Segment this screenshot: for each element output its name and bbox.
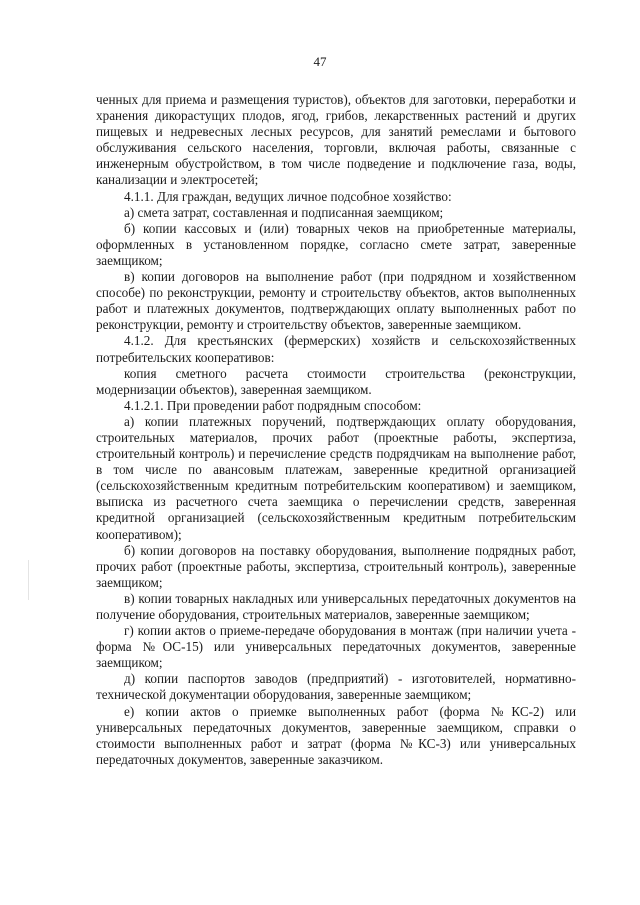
paragraph-4-1-2-1-e: е) копии актов о приемке выполненных работ (форма №КС-2) или универсальных передаточных документов, заверенные заемщиком, справки о стоимости выполненных работ и затрат (форма №КС-3) или универсальных передаточных документов, заверенные заказчиком.: [96, 703, 576, 767]
paragraph-4-1-1-b: б) копии кассовых и (или) товарных чеков на приобретенные материалы, оформленных в установленном порядке, согласно смете затрат, заверенные заемщиком;: [96, 220, 576, 268]
paragraph-4-1-1-a: а) смета затрат, составленная и подписанная заемщиком;: [124, 204, 444, 220]
document-body: [96, 92, 576, 768]
paragraph-4-1-2-1-g: г) копии актов о приеме-передаче оборудования в монтаж (при наличии учета - форма №ОС-15) или универсальных передаточных документов, заверенные заемщиком;: [96, 623, 576, 671]
paragraph-continuation: ченных для приема и размещения туристов), объектов для заготовки, переработки и хранения дикорастущих плодов, ягод, грибов, лекарственных растений и других пищевых и недревесных лесных ресурсов, для занятий ремеслами и бытового обслуживания сельского населения, торговли, включая работы, связанные с инженерным обустройством, в том числе подведение и подключение газа, воды, канализации и электросетей;: [96, 92, 576, 188]
paragraph-4-1-2-1-a: а) копии платежных поручений, подтверждающих оплату оборудования, строительных материалов, прочих работ (проектные работы, экспертиза, строительный контроль) и перечисление средств подрядчикам на выполнение работ, в том числе по авансовым платежам, заверенные кредитной организацией (сельскохозяйственным кредитным потребительским кооперативом) и заемщиком, выписка из расчетного счета заемщика о перечислении средств, заверенная кредитной организацией (сельскохозяйственным кредитным потребительским кооперативом);: [96, 413, 576, 542]
paragraph-4-1-2-estimate: копия сметного расчета стоимости строительства (реконструкции, модернизации объектов), заверенная заемщиком.: [96, 365, 576, 397]
paragraph-4-1-2-1-d: д) копии паспортов заводов (предприятий) - изготовителей, нормативно-технической документации оборудования, заверенные заемщиком;: [96, 671, 576, 703]
page-number: 47: [313, 54, 327, 69]
paragraph-4-1-2-1-v: в) копии товарных накладных или универсальных передаточных документов на получение оборудования, строительных материалов, заверенные заемщиком;: [96, 590, 576, 622]
paragraph-4-1-1: 4.1.1. Для граждан, ведущих личное подсобное хозяйство:: [124, 188, 452, 204]
paragraph-4-1-1-v: в) копии договоров на выполнение работ (при подрядном и хозяйственном способе) по реконструкции, ремонту и строительству объектов, актов выполненных работ и платежных документов, подтверждающих оплату выполненных работ по реконструкции, ремонту и строительству объектов, заверенные заемщиком.: [96, 269, 576, 333]
paragraph-4-1-2: 4.1.2. Для крестьянских (фермерских) хозяйств и сельскохозяйственных потребительских кооперативов:: [96, 333, 576, 365]
paragraph-4-1-2-1-b: б) копии договоров на поставку оборудования, выполнение подрядных работ, прочих работ (проектные работы, экспертиза, строительный контроль), заверенные заемщиком;: [96, 542, 576, 590]
margin-scan-mark: [28, 560, 29, 600]
paragraph-4-1-2-1: 4.1.2.1. При проведении работ подрядным способом:: [124, 397, 422, 413]
